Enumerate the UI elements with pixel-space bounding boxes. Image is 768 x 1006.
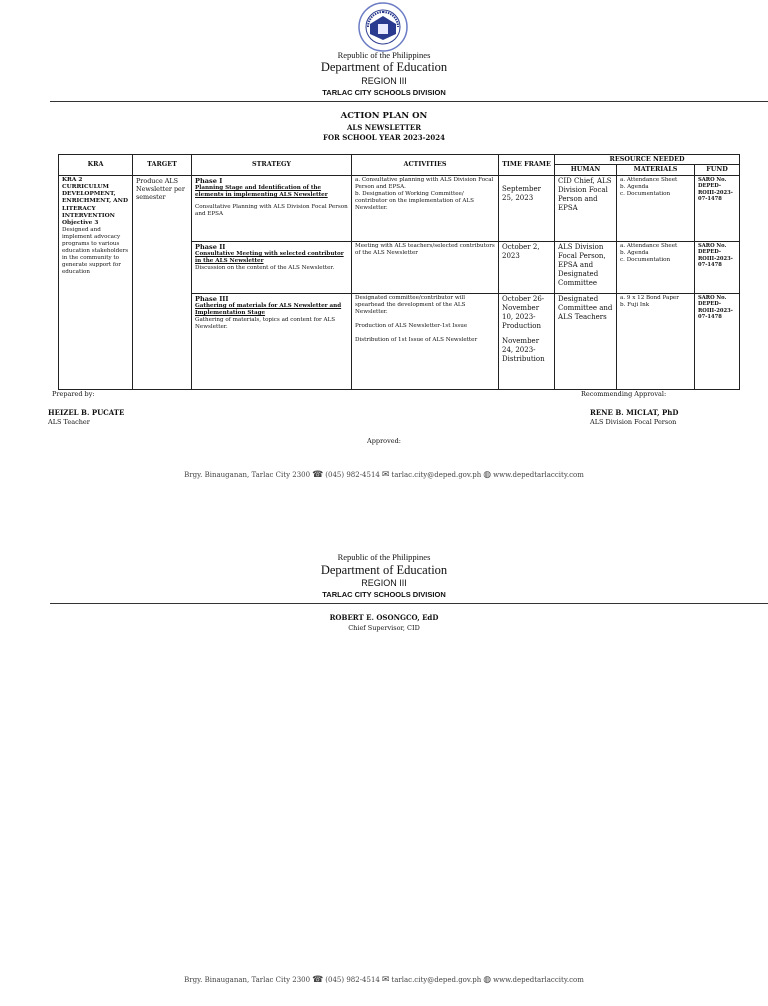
time-frame-item: October 26-November 10, 2023-Production — [502, 294, 545, 330]
email-icon: ✉ — [381, 470, 390, 480]
header-kra: KRA — [59, 155, 133, 176]
footer-address: Brgy. Binauganan, Tarlac City 2300 — [184, 471, 311, 479]
header-divider — [50, 101, 768, 102]
recommending-title: ALS Division Focal Person — [590, 418, 677, 426]
activity-item: Designated committee/contributor will spearhead the development of the ALS Newsletter. — [355, 294, 466, 315]
activity-item: Distribution of 1st Issue of ALS Newsletter — [355, 336, 478, 343]
activities-cell — [352, 293, 499, 389]
footer — [0, 470, 768, 480]
title-line1: ACTION PLAN ON — [340, 111, 428, 121]
material-item: b. Fuji Ink — [620, 301, 650, 308]
header-division: TARLAC CITY SCHOOLS DIVISION — [322, 88, 446, 97]
globe-icon: ◍ — [483, 470, 492, 480]
header-resource-needed: RESOURCE NEEDED — [555, 155, 740, 165]
recommending-name: RENE B. MICLAT, PhD — [590, 408, 679, 417]
time-frame-cell — [499, 241, 555, 293]
header-divider — [50, 603, 768, 604]
phase-label: Phase I — [195, 176, 223, 185]
material-item: b. Agenda — [620, 183, 649, 190]
strategy-text: Gathering of materials, topics ad content for ALS Newsletter. — [195, 316, 336, 330]
header-activities: ACTIVITIES — [352, 155, 499, 176]
target-cell: Produce ALS Newsletter per semester — [133, 175, 192, 389]
fund-cell: SARO No. DEPED-ROIII-2023-07-1478 — [695, 241, 740, 293]
header-materials: MATERIALS — [617, 165, 695, 175]
kra-cell — [59, 175, 133, 389]
material-item: c. Documentation — [620, 190, 671, 197]
activity-item: Production of ALS Newsletter-1st Issue — [355, 322, 468, 329]
header-republic: Republic of the Philippines — [337, 552, 431, 562]
approved-label: Approved: — [367, 437, 401, 445]
prepared-name: HEIZEL B. PUCATE — [48, 408, 125, 417]
kra-objective: Objective 3 — [62, 220, 99, 227]
materials-cell — [617, 175, 695, 241]
strategy-cell — [192, 293, 352, 389]
deped-seal-logo — [358, 2, 408, 52]
title-line2: ALS NEWSLETTER — [346, 123, 422, 132]
activity-item: b. Designation of Working Committee/ contributor on the implementation of ALS Newsletter. — [355, 190, 474, 211]
material-item: a. Attendance Sheet — [620, 242, 678, 249]
header-department: Department of Education — [320, 60, 448, 74]
recommending-label: Recommending Approval: — [581, 390, 667, 398]
strategy-cell — [192, 241, 352, 293]
kra-desc: Designed and implement advocacy programs to various education stakeholders in the community to generate support for education — [62, 227, 129, 276]
prepared-title: ALS Teacher — [48, 418, 90, 426]
human-cell: CID Chief, ALS Division Focal Person and EPSA — [555, 175, 617, 241]
phone-icon: ☎ — [312, 470, 324, 480]
header-republic: Republic of the Philippines — [337, 50, 431, 60]
fund-cell: SARO No. DEPED-ROIII-2023-07-1478 — [695, 175, 740, 241]
header-region: REGION III — [361, 76, 407, 86]
title-line3: FOR SCHOOL YEAR 2023-2024 — [322, 133, 445, 142]
time-frame-cell — [499, 175, 555, 241]
kra-title: KRA 2 CURRICULUM DEVELOPMENT, ENRICHMENT, AND LITERACY INTERVENTION — [62, 176, 129, 219]
globe-icon: ◍ — [483, 975, 492, 985]
phone-icon: ☎ — [312, 975, 324, 985]
phase-label: Phase II — [195, 242, 226, 251]
activities-cell — [352, 241, 499, 293]
email-icon: ✉ — [381, 975, 390, 985]
header-department: Department of Education — [320, 563, 448, 577]
prepared-label: Prepared by: — [52, 390, 95, 398]
footer-email: tarlac.city@deped.gov.ph — [391, 976, 482, 984]
activities-cell — [352, 175, 499, 241]
time-frame-item: October 2, 2023 — [502, 242, 540, 260]
header-fund: FUND — [695, 165, 740, 175]
header-region: REGION III — [361, 578, 407, 588]
time-frame-item: November 24, 2023-Distribution — [502, 337, 545, 364]
action-plan-table — [58, 154, 740, 390]
human-cell: Designated Committee and ALS Teachers — [555, 293, 617, 389]
approved-title: Chief Supervisor, CID — [348, 624, 420, 632]
footer-phone: (045) 982-4514 — [325, 471, 380, 479]
human-cell: ALS Division Focal Person, EPSA and Designated Committee — [555, 241, 617, 293]
footer-website: www.depedtarlaccity.com — [493, 976, 584, 984]
materials-cell — [617, 241, 695, 293]
strategy-text: Discussion on the content of the ALS Newsletter. — [195, 264, 335, 271]
material-item: c. Documentation — [620, 256, 671, 263]
footer-phone: (045) 982-4514 — [325, 976, 380, 984]
header-target: TARGET — [133, 155, 192, 176]
material-item: b. Agenda — [620, 249, 649, 256]
material-item: a. 9 x 12 Bond Paper — [620, 294, 679, 301]
materials-cell — [617, 293, 695, 389]
time-frame-item: September 25, 2023 — [502, 184, 541, 202]
activity-item: Meeting with ALS teachers/selected contributors of the ALS Newsletter — [355, 242, 495, 256]
header-division: TARLAC CITY SCHOOLS DIVISION — [322, 590, 446, 599]
strategy-heading: Gathering of materials for ALS Newsletter and Implementation Stage — [195, 302, 342, 316]
footer-email: tarlac.city@deped.gov.ph — [391, 471, 482, 479]
header-time-frame: TIME FRAME — [499, 155, 555, 176]
header-human: HUMAN — [555, 165, 617, 175]
approved-name: ROBERT E. OSONGCO, EdD — [329, 613, 439, 622]
fund-cell: SARO No. DEPED-ROIII-2023-07-1478 — [695, 293, 740, 389]
strategy-text: Consultative Planning with ALS Division Focal Person and EPSA — [195, 203, 348, 217]
phase-label: Phase III — [195, 294, 229, 303]
table-row — [59, 175, 740, 241]
time-frame-cell — [499, 293, 555, 389]
footer-address: Brgy. Binauganan, Tarlac City 2300 — [184, 976, 311, 984]
header-strategy: STRATEGY — [192, 155, 352, 176]
strategy-heading: Consultative Meeting with selected contributor in the ALS Newsletter — [195, 250, 344, 264]
strategy-heading: Planning Stage and Identification of the elements in implementing ALS Newsletter — [195, 184, 328, 198]
activity-item: a. Consultative planning with ALS Division Focal Person and EPSA. — [355, 176, 494, 190]
footer — [0, 975, 768, 985]
material-item: a. Attendance Sheet — [620, 176, 678, 183]
strategy-cell — [192, 175, 352, 241]
footer-website: www.depedtarlaccity.com — [493, 471, 584, 479]
